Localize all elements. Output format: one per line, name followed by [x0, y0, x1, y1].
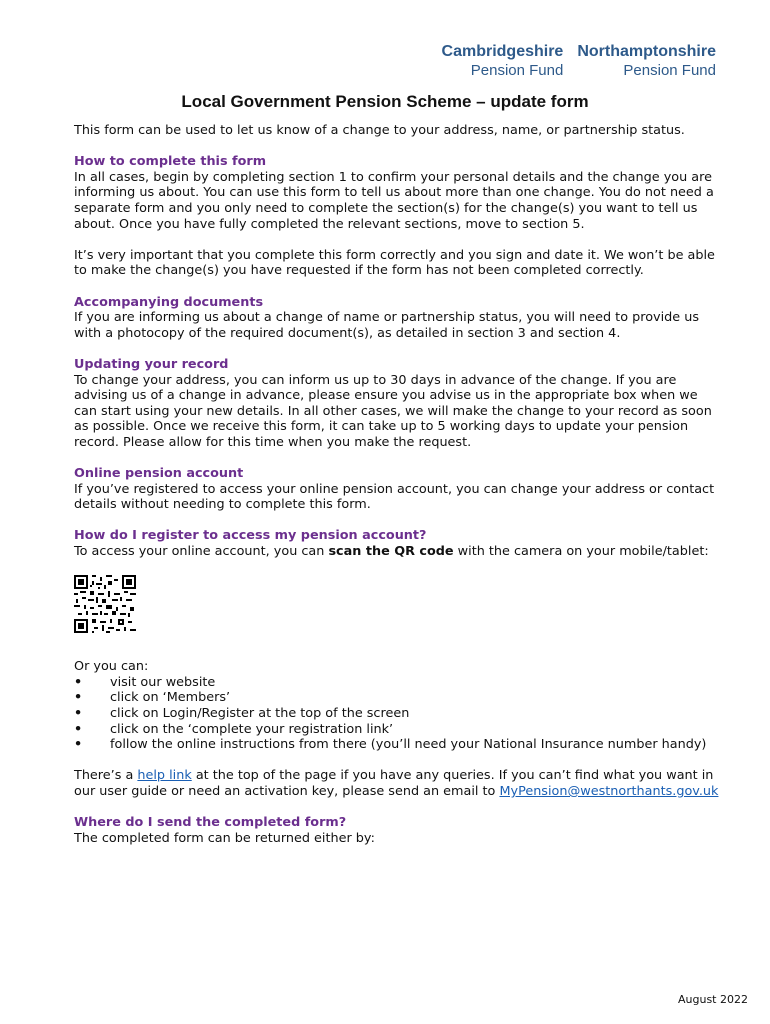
help-link[interactable]: help link [137, 768, 192, 784]
form-content [74, 123, 724, 846]
send-text: The completed form can be returned either by: [74, 830, 375, 846]
steps-list [74, 675, 724, 753]
accompanying-text: If you are informing us about a change of name or partnership status, you will need to provide us with a photocopy of the required document(s), as detailed in section 3 and section 4. [74, 310, 699, 341]
list-item: • visit our website [74, 675, 724, 691]
logo-line1: Northamptonshire [577, 43, 716, 60]
logo-line2: Pension Fund [470, 62, 564, 79]
logo-line1: Cambridgeshire [441, 43, 564, 60]
qr-emphasis: scan the QR code [328, 544, 454, 560]
help-text-after: at the top of the page if you have any queries. If you can’t find what you want in our user guide or need an activation key, please send an email to [74, 768, 714, 799]
or-you-can: Or you can: [74, 659, 149, 675]
help-text-before: There’s a [74, 768, 138, 784]
list-item: • follow the online instructions from there (you’ll need your National Insurance number handy) [74, 737, 724, 753]
how-to-complete-heading: How to complete this form [74, 154, 267, 170]
how-to-complete-para1: In all cases, begin by completing section 1 to confirm your personal details and the change you are informing us about. You can use this form to tell us about more than one change. You do not need a separate form and you only need to complete the section(s) for the change(s) you want to tell us about. Once you have fully completed the relevant sections, move to section 5. [74, 169, 714, 232]
list-item: • click on ‘Members’ [74, 690, 724, 706]
updating-text: To change your address, you can inform us up to 30 days in advance of the change. If you are advising us of a change in advance, please ensure you advise us in the appropriate box when we can start using your new details. In all other cases, we will make the change to your record as soon as possible. Once we receive this form, it can take up to 5 working days to update your pension record. Please allow for this time when you make the request. [74, 372, 712, 450]
updating-heading: Updating your record [74, 356, 229, 372]
help-text [74, 768, 724, 799]
online-text: If you’ve registered to access your online pension account, you can change your address or contact details without needing to complete this form. [74, 481, 715, 513]
header-logos [442, 42, 716, 80]
intro-text: This form can be used to let us know of a change to your address, name, or partnership status. [74, 123, 685, 138]
list-item: • click on the ‘complete your registration link’ [74, 722, 724, 738]
footer-date: August 2022 [678, 993, 748, 1006]
logo-line2: Pension Fund [623, 62, 716, 79]
register-text [74, 544, 724, 560]
cambridgeshire-logo [442, 42, 564, 80]
accompanying-heading: Accompanying documents [74, 294, 264, 310]
register-text-before: To access your online account, you can [74, 544, 329, 560]
page-title: Local Government Pension Scheme – update form [181, 92, 589, 111]
list-item: • click on Login/Register at the top of the screen [74, 706, 724, 722]
send-heading: Where do I send the completed form? [74, 815, 347, 831]
how-to-complete-para2: It’s very important that you complete this form correctly and you sign and date it. We won’t be able to make the change(s) you have requested if the form has not been completed correctly. [74, 247, 715, 279]
qr-code-icon[interactable] [74, 575, 136, 633]
email-link[interactable]: MyPension@westnorthants.gov.uk [499, 783, 719, 799]
online-heading: Online pension account [74, 466, 244, 482]
register-text-after: with the camera on your mobile/tablet: [453, 544, 709, 560]
northamptonshire-logo [577, 42, 716, 80]
register-heading: How do I register to access my pension account? [74, 528, 427, 544]
